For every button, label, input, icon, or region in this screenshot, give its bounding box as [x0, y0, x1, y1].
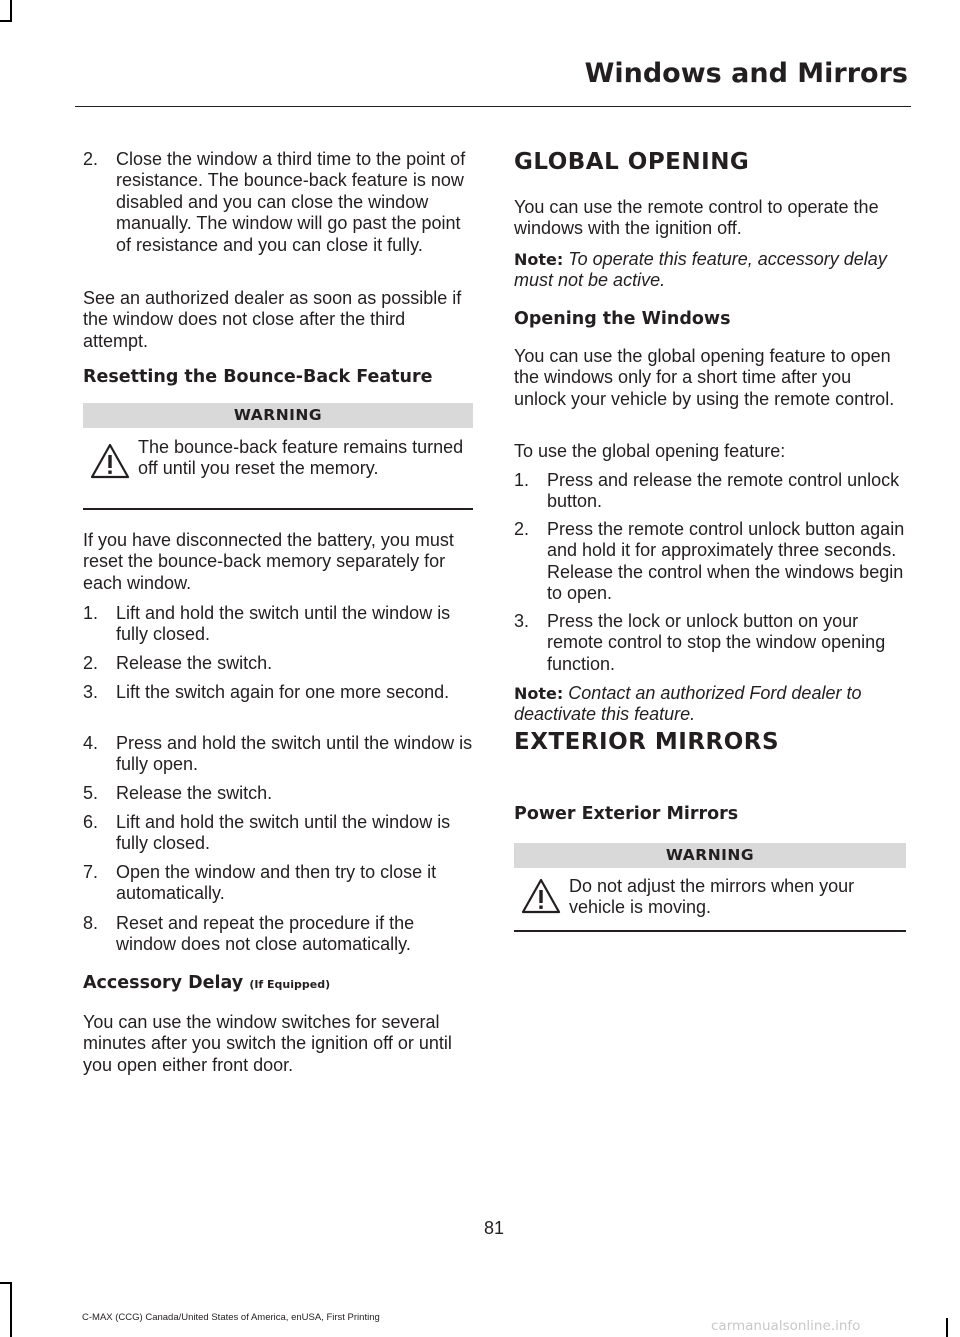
note-label: Note:	[514, 250, 564, 269]
header-divider	[75, 106, 911, 107]
page-number: 81	[483, 1218, 505, 1238]
footer-text: C-MAX (CCG) Canada/United States of America, enUSA, First Printing	[82, 1312, 380, 1323]
list-item	[83, 733, 473, 776]
list-number: 6.	[83, 812, 99, 832]
list-text: Press the remote control unlock button again and hold it for approximately three seconds. Release the control when the windows begin to open.	[547, 519, 905, 604]
list-text: Reset and repeat the procedure if the window does not close automatically.	[116, 913, 415, 955]
watermark: carmanualsonline.info	[711, 1318, 861, 1334]
warning-text: The bounce-back feature remains turned off until you reset the memory.	[138, 437, 464, 479]
list-number: 3.	[514, 611, 530, 631]
list-number: 5.	[83, 783, 99, 803]
note-label: Note:	[514, 684, 564, 703]
list-number: 1.	[514, 470, 530, 490]
crop-mark-bottom-left-h	[0, 1282, 12, 1284]
power-mirrors-heading: Power Exterior Mirrors	[514, 804, 739, 824]
crop-mark-top-left-h	[0, 20, 12, 22]
global-opening-paragraph: You can use the remote control to operate the windows with the ignition off.	[514, 197, 879, 239]
crop-mark-bottom-left	[10, 1282, 12, 1337]
list-text: Press and release the remote control unlock button.	[547, 470, 900, 512]
warning-label: WARNING	[83, 403, 473, 428]
note-dealer	[514, 683, 906, 726]
list-number: 2.	[83, 653, 99, 673]
accessory-paragraph: You can use the window switches for several minutes after you switch the ignition off or until you open either front door.	[83, 1012, 452, 1075]
note-accessory	[514, 249, 906, 292]
warning-label: WARNING	[514, 843, 906, 868]
accessory-heading	[83, 973, 330, 993]
list-text: Release the switch.	[116, 783, 273, 803]
exterior-mirrors-heading: EXTERIOR MIRRORS	[514, 729, 780, 755]
list-number: 7.	[83, 862, 99, 882]
list-item	[83, 603, 473, 646]
use-paragraph: To use the global opening feature:	[514, 441, 786, 461]
list-text: Press and hold the switch until the window is fully open.	[116, 733, 473, 775]
list-number: 3.	[83, 682, 99, 702]
list-item	[83, 653, 473, 674]
list-item	[83, 862, 473, 905]
list-item	[83, 913, 473, 956]
opening-windows-heading: Opening the Windows	[514, 309, 731, 329]
opening-paragraph: You can use the global opening feature to open the windows only for a short time after you unlock your vehicle by using the remote control.	[514, 346, 895, 409]
note-text: Contact an authorized Ford dealer to deactivate this feature.	[514, 683, 862, 725]
accessory-heading-suffix: (If Equipped)	[249, 978, 331, 991]
list-text: Lift the switch again for one more second.	[116, 682, 450, 702]
list-text: Open the window and then try to close it automatically.	[116, 862, 437, 904]
list-text: Release the switch.	[116, 653, 273, 673]
list-item	[514, 470, 906, 513]
note-text: To operate this feature, accessory delay must not be active.	[514, 249, 887, 291]
list-number: 2.	[83, 149, 99, 169]
dealer-paragraph: See an authorized dealer as soon as possible if the window does not close after the third attempt.	[83, 288, 462, 351]
accessory-heading-text: Accessory Delay	[83, 973, 244, 993]
list-item	[514, 519, 906, 605]
list-text: Close the window a third time to the point of resistance. The bounce-back feature is now disabled and you can close the window manually. The window will go past the point of resistance and you can close it fully.	[116, 149, 466, 255]
list-item	[83, 149, 473, 256]
warning-triangle-icon	[89, 442, 131, 480]
crop-mark-top-left	[10, 0, 12, 22]
list-number: 8.	[83, 913, 99, 933]
list-number: 1.	[83, 603, 99, 623]
list-text: Lift and hold the switch until the window is fully closed.	[116, 603, 451, 645]
global-opening-heading: GLOBAL OPENING	[514, 149, 750, 175]
warning-divider	[514, 930, 906, 932]
list-number: 2.	[514, 519, 530, 539]
list-number: 4.	[83, 733, 99, 753]
battery-paragraph: If you have disconnected the battery, you must reset the bounce-back memory separately for each window.	[83, 530, 454, 593]
list-text: Press the lock or unlock button on your remote control to stop the window opening function.	[547, 611, 886, 674]
warning-text: Do not adjust the mirrors when your vehicle is moving.	[569, 876, 855, 918]
list-text: Lift and hold the switch until the window is fully closed.	[116, 812, 451, 854]
reset-heading: Resetting the Bounce-Back Feature	[83, 367, 433, 387]
warning-divider	[83, 508, 473, 510]
page-header-title: Windows and Mirrors	[584, 58, 908, 89]
list-item	[514, 611, 906, 675]
list-item	[83, 682, 473, 703]
crop-mark-bottom-right	[946, 1318, 948, 1337]
list-item	[83, 812, 473, 855]
warning-triangle-icon	[520, 877, 562, 915]
list-item	[83, 783, 473, 804]
